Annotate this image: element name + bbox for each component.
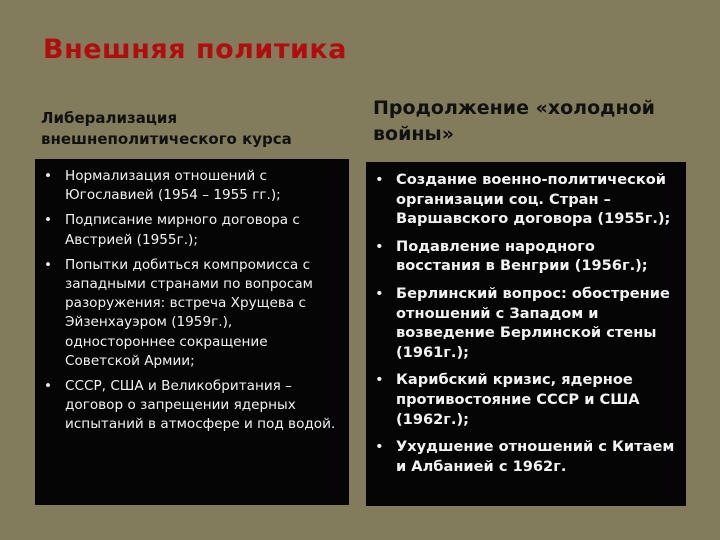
cold-war-list: [373, 170, 680, 476]
bullet-icon: •: [375, 171, 384, 188]
list-item: [373, 284, 680, 362]
bullet-icon: •: [44, 212, 53, 229]
bullet-icon: •: [375, 237, 384, 255]
bullet-icon: •: [375, 284, 384, 302]
cold-war-list-box: [366, 162, 686, 506]
right-column-heading: Продолжение «холодной войны»: [373, 97, 655, 145]
list-item: [373, 170, 680, 229]
bullet-icon: •: [44, 168, 53, 184]
list-item-text: Подавление народного восстания в Венгрии (1956г.);: [396, 237, 648, 275]
list-item-text: Подписание мирного договора с Австрией (1955г.);: [65, 212, 300, 248]
liberalization-list: [42, 167, 339, 435]
liberalization-list-box: [35, 159, 349, 505]
list-item-text: Создание военно-политической организации соц. Стран – Варшавского договора (1955г.);: [396, 171, 671, 228]
list-item: [42, 167, 339, 205]
list-item-text: Берлинский вопрос: обострение отношений с Западом и возведение Берлинской стены (1961г.);: [396, 284, 670, 361]
bullet-icon: •: [375, 371, 384, 389]
page-title: Внешняя политика: [43, 34, 347, 65]
list-item: [42, 211, 339, 249]
list-item-text: Ухудшение отношений с Китаем и Албанией с 1962г.: [396, 438, 675, 475]
list-item-text: Нормализация отношений с Югославией (1954 – 1955 гг.);: [65, 168, 281, 204]
bullet-icon: •: [44, 256, 53, 273]
list-item: [373, 237, 680, 276]
list-item-text: Попытки добиться компромисса с западными странами по вопросам разоружения: встреча Хрущева с Эйзенхауэром (1959г.), одностороннее сокращение Советской Армии;: [65, 256, 313, 369]
list-item: [373, 437, 680, 476]
bullet-icon: •: [375, 438, 384, 456]
bullet-icon: •: [44, 378, 53, 395]
list-item-text: СССР, США и Великобритания – договор о запрещении ядерных испытаний в атмосфере и под водой.: [65, 378, 336, 433]
left-column-heading: Либерализация внешнеполитического курса: [41, 109, 292, 148]
list-item: [42, 377, 339, 435]
list-item: [373, 370, 680, 429]
list-item-text: Карибский кризис, ядерное противостояние СССР и США (1962г.);: [396, 371, 640, 428]
list-item: [42, 256, 339, 371]
